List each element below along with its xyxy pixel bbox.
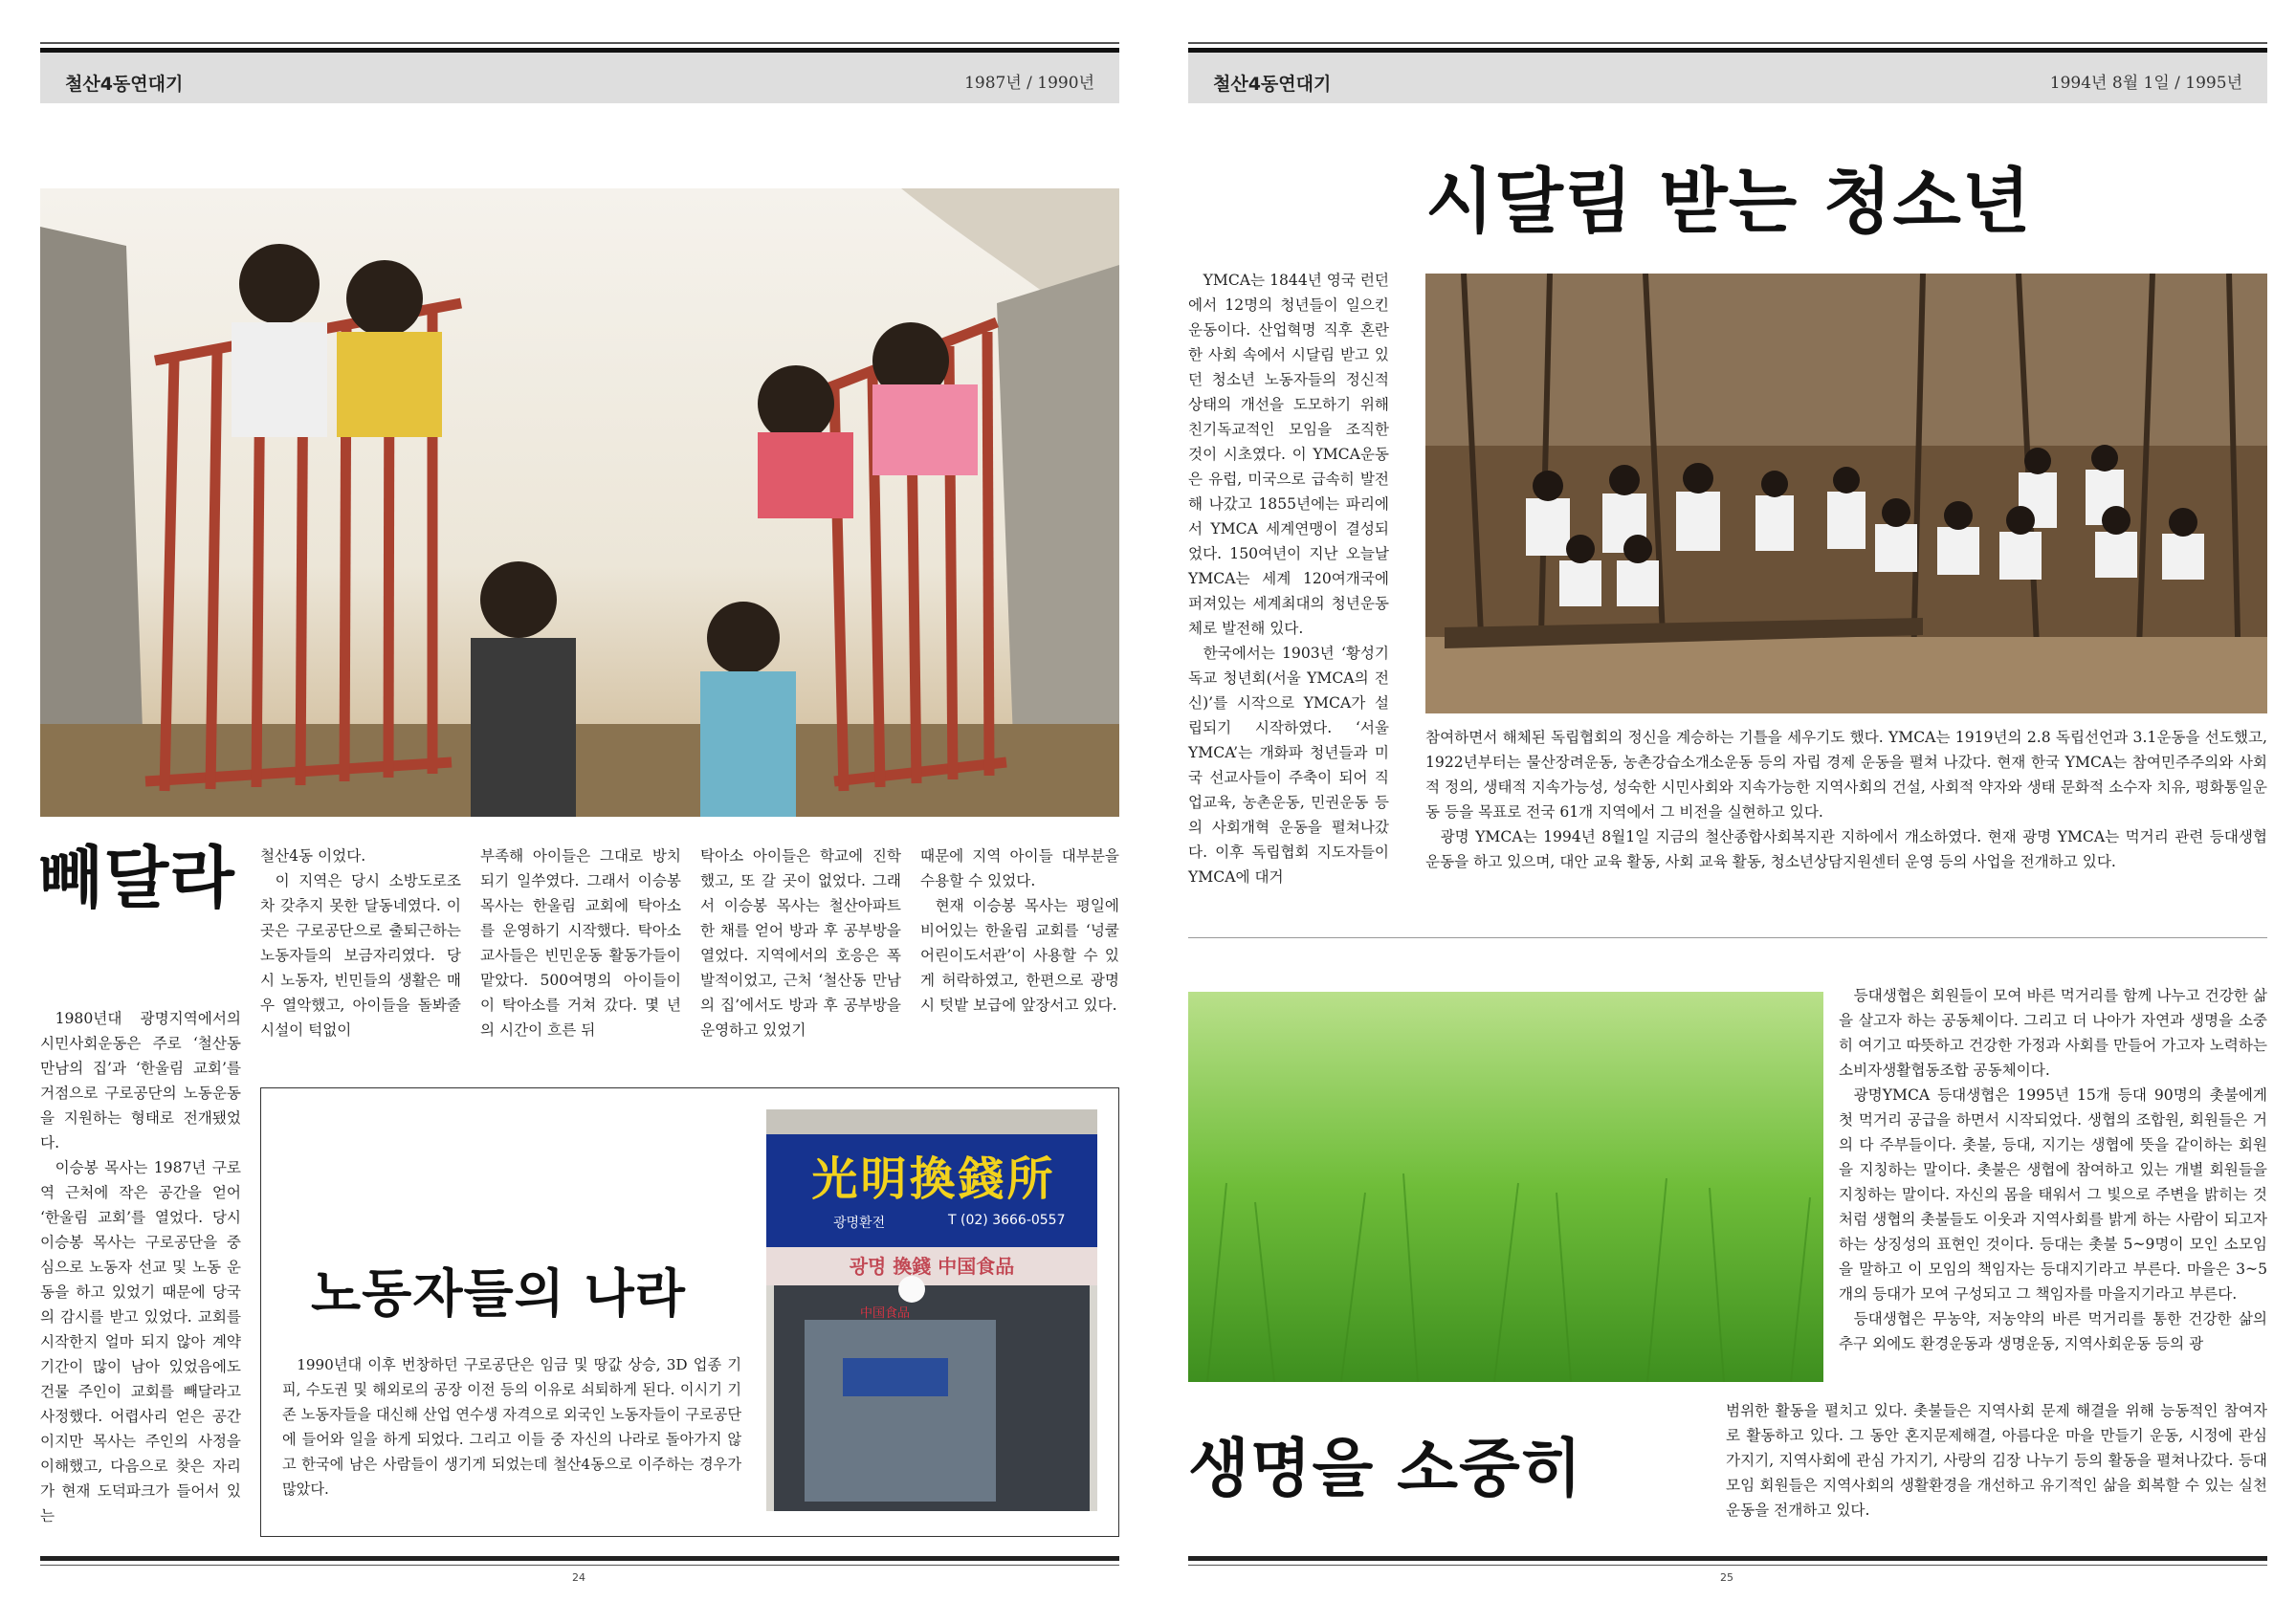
page-number: 24 [572, 1571, 585, 1584]
shop-sign-hanja: 光明換錢所 [811, 1152, 1056, 1206]
page-number: 25 [1720, 1571, 1733, 1584]
paragraph: 광명YMCA 등대생협은 1995년 15개 등대 90명의 촛불에게 첫 먹거리 공급을 하면서 시작되었다. 생협의 조합원, 회원들은 거의 다 주부들이다. 촛불, 등대, 지기는 생협에 뜻을 같이하는 회원을 지칭하는 말이다. 촛불은 생협에 참여하고 있는 개별 회원들을 지칭하는 말이다. 자신의 몸을 태워서 그 빛으로 주변을 밝히는 것처럼 생협의 촛불들도 이웃과 지역사회를 밝게 하는 사람이 되고자 하는 상징성의 표현인 것이다. 등대는 촛불 5~9명이 모인 소모임을 말하고 이 모임의 책임자는 등대지기라고 부른다. 마을은 3~5개의 등대가 모여 구성되고 그 책임자를 마을지기라고 부른다. [1839, 1086, 2267, 1303]
paragraph: 탁아소 아이들은 학교에 진학했고, 또 갈 곳이 없었다. 그래서 이승봉 목사는 철산아파트 한 채를 얻어 방과 후 공부방을 열었다. 지역에서의 호응은 폭발적이었고, 근처 ‘철산동 만남의 집’에서도 방과 후 공부방을 운영하고 있었기 [700, 847, 901, 1039]
bottom-rule [1188, 1556, 2267, 1561]
article-title: 빼달라 [38, 839, 235, 917]
rice-field-photo [1188, 992, 1823, 1382]
paragraph: 한국에서는 1903년 ‘황성기독교 청년회(서울 YMCA의 전신)’를 시작으로 YMCA가 설립되기 시작하였다. ‘서울 YMCA’는 개화파 청년들과 미국 선교사들이 주축이 되어 직업교육, 농촌운동, 민권운동 등의 사회개혁 운동을 펼쳐나갔다. 이후 독립협회 지도자들이 YMCA에 대거 [1188, 645, 1389, 886]
exchange-shop-photo [766, 1109, 1097, 1511]
column-2 [260, 844, 461, 1042]
children-gate-photo [40, 188, 1119, 817]
life-wide-text [1726, 1398, 2267, 1523]
section-divider [1188, 937, 2267, 938]
column-3 [480, 844, 681, 1042]
section-title: 철산4동연대기 [65, 74, 184, 95]
column-4 [700, 844, 901, 1042]
paragraph: 이 지역은 당시 소방도로조차 갖추지 못한 달동네였다. 이곳은 구로공단으로 출퇴근하는 노동자들의 보금자리였다. 당시 노동자, 빈민들의 생활은 매우 열악했고, 아이들을 돌봐줄 시설이 턱없이 [260, 872, 461, 1039]
sidebar-box [260, 1087, 1119, 1537]
article-title: 시달림 받는 청소년 [1425, 161, 2032, 243]
ymca-wide-text [1425, 725, 2267, 874]
paragraph: 때문에 지역 아이들 대부분을 수용할 수 있었다. [920, 847, 1119, 889]
shop-sign-korean: 광명환전 [833, 1216, 886, 1231]
paragraph: 이승봉 목사는 1987년 구로역 근처에 작은 공간을 얻어 ‘한울림 교회’를 열었다. 당시 이승봉 목사는 구로공단을 중심으로 노동자 선교 및 노동 운동을 하고 있었기 때문에 당국의 감시를 받고 있었다. 교회를 시작한지 얼마 되지 않아 계약기간이 많이 남아 있었음에도 건물 주인이 교회를 빼달라고 사정했다. 어렵사리 얻은 공간이지만 목사는 주인의 사정을 이해했고, 다음으로 찾은 자리가 현재 도덕파크가 들어서 있는 [40, 1159, 241, 1524]
ymca-column [1188, 268, 1389, 889]
paragraph: YMCA는 1844년 영국 런던에서 12명의 청년들이 일으킨 운동이다. 산업혁명 직후 혼란한 사회 속에서 시달림 받고 있던 청소년 노동자들의 정신적 상태의 개선을 도모하기 위해 친기독교적인 모임을 조직한 것이 시초였다. 이 YMCA운동은 유럽, 미국으로 급속히 발전해 나갔고 1855년에는 파리에서 YMCA 세계연맹이 결성되었다. 150여년이 지난 오늘날 YMCA는 세계 120여개국에 퍼져있는 세계최대의 청년운동체로 발전해 있다. [1188, 272, 1389, 637]
page-header [40, 48, 1119, 103]
paragraph: 범위한 활동을 펼치고 있다. 촛불들은 지역사회 문제 해결을 위해 능동적인 참여자로 활동하고 있다. 그 동안 혼지문제해결, 아름다운 마을 만들기 운동, 시정에 관심 가지기, 지역사회에 관심 가지기, 사랑의 김장 나누기 등의 활동을 펼쳐나갔다. 등대모임 회원들은 지역사회의 생활환경을 개선하고 유기적인 삶을 회복할 수 있는 실천운동을 전개하고 있다. [1726, 1402, 2267, 1519]
shop-sign-lower: 광명 換錢 中国食品 [849, 1255, 1015, 1278]
column-1 [40, 1006, 241, 1528]
right-page [1148, 0, 2296, 1623]
life-column [1839, 983, 2267, 1356]
shop-sign-phone: T (02) 3666-0557 [948, 1213, 1066, 1228]
paragraph: 1980년대 광명지역에서의 시민사회운동은 주로 ‘철산동 만남의 집’과 ‘한울림 교회’를 거점으로 구로공단의 노동운동을 지원하는 형태로 전개됐었다. [40, 1010, 241, 1151]
header-years: 1994년 8월 1일 / 1995년 [2049, 74, 2242, 93]
paragraph: 참여하면서 해체된 독립협회의 정신을 계승하는 기틀을 세우기도 했다. YMCA는 1919년의 2.8 독립선언과 3.1운동을 선도했고, 1922년부터는 물산장려운동, 농촌강습소개소운동 등의 자립 경제 운동을 펼쳐 나갔다. 현재 한국 YMCA는 참여민주주의와 사회적 정의, 생태적 지속가능성, 성숙한 시민사회와 지속가능한 지역사회의 건설, 사회적 약자와 생태 문화적 소수자 치유, 평화통일운동 등을 목표로 전국 61개 지역에서 그 비전을 실현하고 있다. [1425, 729, 2267, 821]
top-rule [1188, 42, 2267, 44]
youth-forest-photo [1425, 274, 2267, 713]
box-text [282, 1352, 741, 1502]
top-rule [40, 42, 1119, 44]
column-5 [920, 844, 1119, 1018]
paragraph: 철산4동 이었다. [260, 847, 366, 865]
bottom-rule [40, 1556, 1119, 1561]
paragraph: 광명 YMCA는 1994년 8월1일 지금의 철산종합사회복지관 지하에서 개소하였다. 현재 광명 YMCA는 먹거리 관련 등대생협 운동을 하고 있으며, 대안 교육 활동, 사회 교육 활동, 청소년상담지원센터 운영 등의 사업을 전개하고 있다. [1425, 828, 2267, 870]
box-title: 노동자들의 나라 [311, 1263, 686, 1324]
paragraph: 1990년대 이후 번창하던 구로공단은 임금 및 땅값 상승, 3D 업종 기피, 수도권 및 해외로의 공장 이전 등의 이유로 쇠퇴하게 된다. 이시기 기존 노동자들을 대신해 산업 연수생 자격으로 외국인 노동자들이 구로공단에 들어와 일을 하게 되었다. 그리고 이들 중 자신의 나라로 돌아가지 않고 한국에 남은 사람들이 생기게 되었는데 철산4동으로 이주하는 경우가 많았다. [282, 1356, 741, 1498]
bottom-rule-thin [40, 1565, 1119, 1566]
header-years: 1987년 / 1990년 [964, 74, 1094, 93]
article-title-2: 생명을 소중히 [1188, 1432, 1583, 1505]
page-header [1188, 48, 2267, 103]
shop-window-label: 中国食品 [860, 1306, 911, 1321]
section-title: 철산4동연대기 [1213, 74, 1332, 95]
paragraph: 등대생협은 회원들이 모여 바른 먹거리를 함께 나누고 건강한 삶을 살고자 하는 공동체이다. 그리고 더 나아가 자연과 생명을 소중히 여기고 따뜻하고 건강한 가정과 사회를 만들어 가고자 노력하는 소비자생활협동조합 공동체이다. [1839, 987, 2267, 1079]
bottom-rule-thin [1188, 1565, 2267, 1566]
paragraph: 등대생협은 무농약, 저농약의 바른 먹거리를 통한 건강한 삶의 추구 외에도 환경운동과 생명운동, 지역사회운동 등의 광 [1839, 1310, 2267, 1352]
paragraph: 부족해 아이들은 그대로 방치되기 일쑤였다. 그래서 이승봉 목사는 한울림 교회에 탁아소를 운영하기 시작했다. 탁아소 교사들은 빈민운동 활동가들이 맡았다. 500여명의 아이들이 이 탁아소를 거쳐 갔다. 몇 년의 시간이 흐른 뒤 [480, 847, 681, 1039]
paragraph: 현재 이승봉 목사는 평일에 비어있는 한울림 교회를 ‘넝쿨어린이도서관’이 사용할 수 있게 허락하였고, 한편으로 광명시 텃밭 보급에 앞장서고 있다. [920, 897, 1119, 1014]
